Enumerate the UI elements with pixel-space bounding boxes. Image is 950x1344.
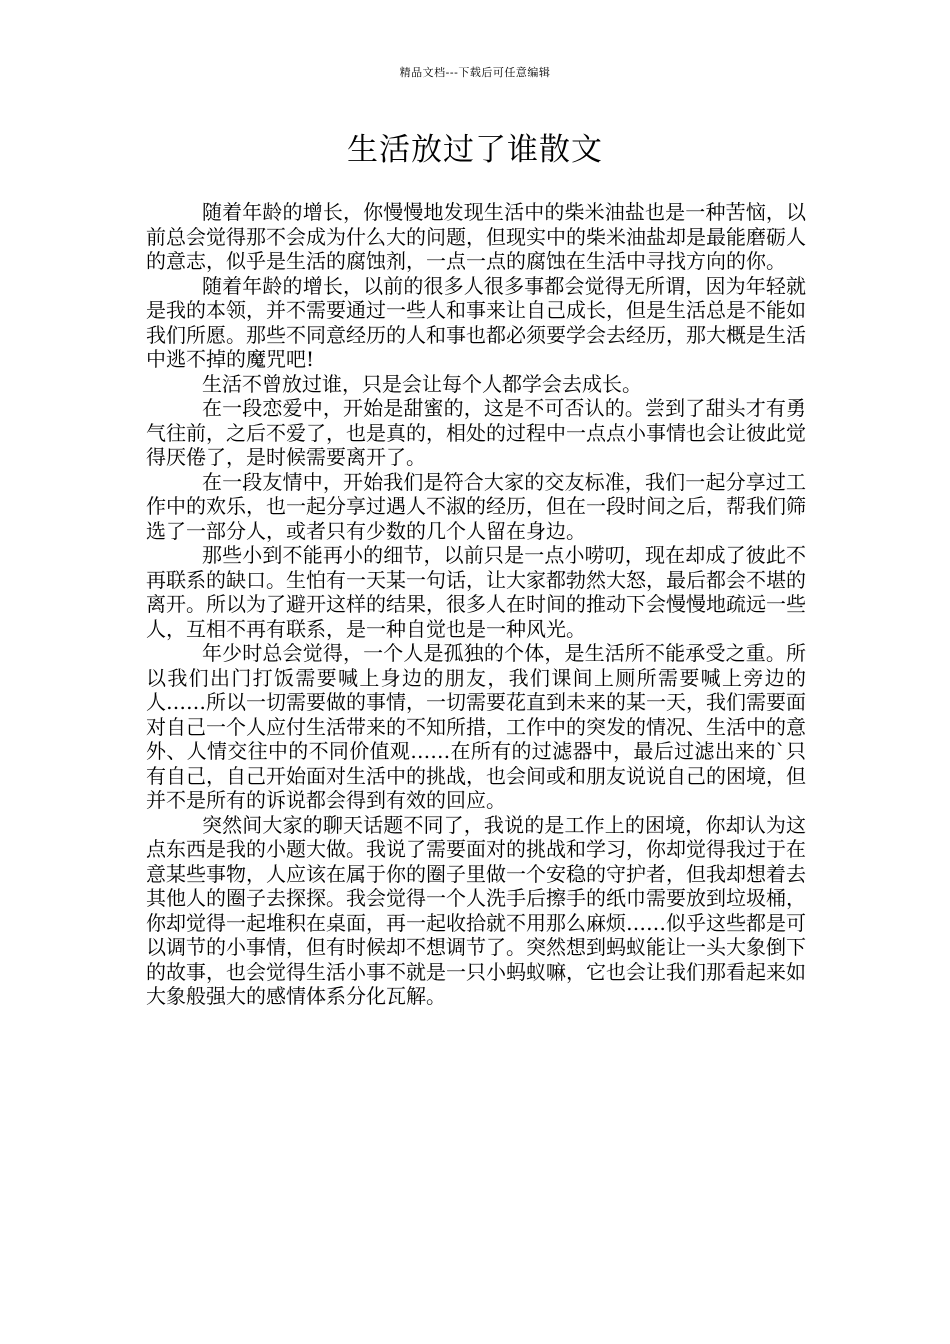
header-note: 精品文档---下载后可任意编辑 bbox=[399, 66, 551, 79]
paragraph-8: 突然间大家的聊天话题不同了，我说的是工作上的困境，你却认为这点东西是我的小题大做。我说了需要面对的挑战和学习，你却觉得我过于在意某些事物，人应该在属于你的圈子里做一个安稳的守护者，但我却想着去其他人的圈子去探探。我会觉得一个人洗手后擦手的纸巾需要放到垃圾桶，你却觉得一起堆积在桌面，再一起收拾就不用那么麻烦……似乎这些都是可以调节的小事情，但有时候却不想调节了。突然想到蚂蚁能让一头大象倒下的故事，也会觉得生活小事不就是一只小蚂蚁嘛，它也会让我们那看起来如大象般强大的感情体系分化瓦解。 bbox=[146, 812, 806, 1008]
article-body bbox=[146, 200, 806, 1009]
paragraph-5: 在一段友情中，开始我们是符合大家的交友标准，我们一起分享过工作中的欢乐，也一起分享过遇人不淑的经历，但在一段时间之后，帮我们筛选了一部分人，或者只有少数的几个人留在身边。 bbox=[146, 469, 806, 543]
document-title: 生活放过了谁散文 bbox=[347, 132, 603, 168]
paragraph-1: 随着年龄的增长，你慢慢地发现生活中的柴米油盐也是一种苦恼，以前总会觉得那不会成为什么大的问题，但现实中的柴米油盐却是最能磨砺人的意志，似乎是生活的腐蚀剂，一点一点的腐蚀在生活中寻找方向的你。 bbox=[146, 200, 806, 273]
paragraph-2: 随着年龄的增长，以前的很多人很多事都会觉得无所谓，因为年轻就是我的本领，并不需要通过一些人和事来让自己成长，但是生活总是不能如我们所愿。那些不同意经历的人和事也都必须要学会去经历，那大概是生活中逃不掉的魔咒吧! bbox=[146, 273, 806, 371]
paragraph-6: 那些小到不能再小的细节，以前只是一点小唠叨，现在却成了彼此不再联系的缺口。生怕有一天某一句话，让大家都勃然大怒，最后都会不堪的离开。所以为了避开这样的结果，很多人在时间的推动下会慢慢地疏远一些人，互相不再有联系，是一种自觉也是一种风光。 bbox=[146, 543, 806, 641]
paragraph-4: 在一段恋爱中，开始是甜蜜的，这是不可否认的。尝到了甜头才有勇气往前，之后不爱了，也是真的，相处的过程中一点点小事情也会让彼此觉得厌倦了，是时候需要离开了。 bbox=[146, 396, 806, 469]
paragraph-7: 年少时总会觉得，一个人是孤独的个体，是生活所不能承受之重。所以我们出门打饭需要喊上身边的朋友，我们课间上厕所需要喊上旁边的人……所以一切需要做的事情，一切需要花直到未来的某一天，我们需要面对自己一个人应付生活带来的不知所措，工作中的突发的情况、生活中的意外、人情交往中的不同价值观……在所有的过滤器中，最后过滤出来的`只有自己，自己开始面对生活中的挑战，也会间或和朋友说说自己的困境，但并不是所有的诉说都会得到有效的回应。 bbox=[146, 641, 806, 812]
paragraph-3: 生活不曾放过谁，只是会让每个人都学会去成长。 bbox=[202, 371, 642, 396]
